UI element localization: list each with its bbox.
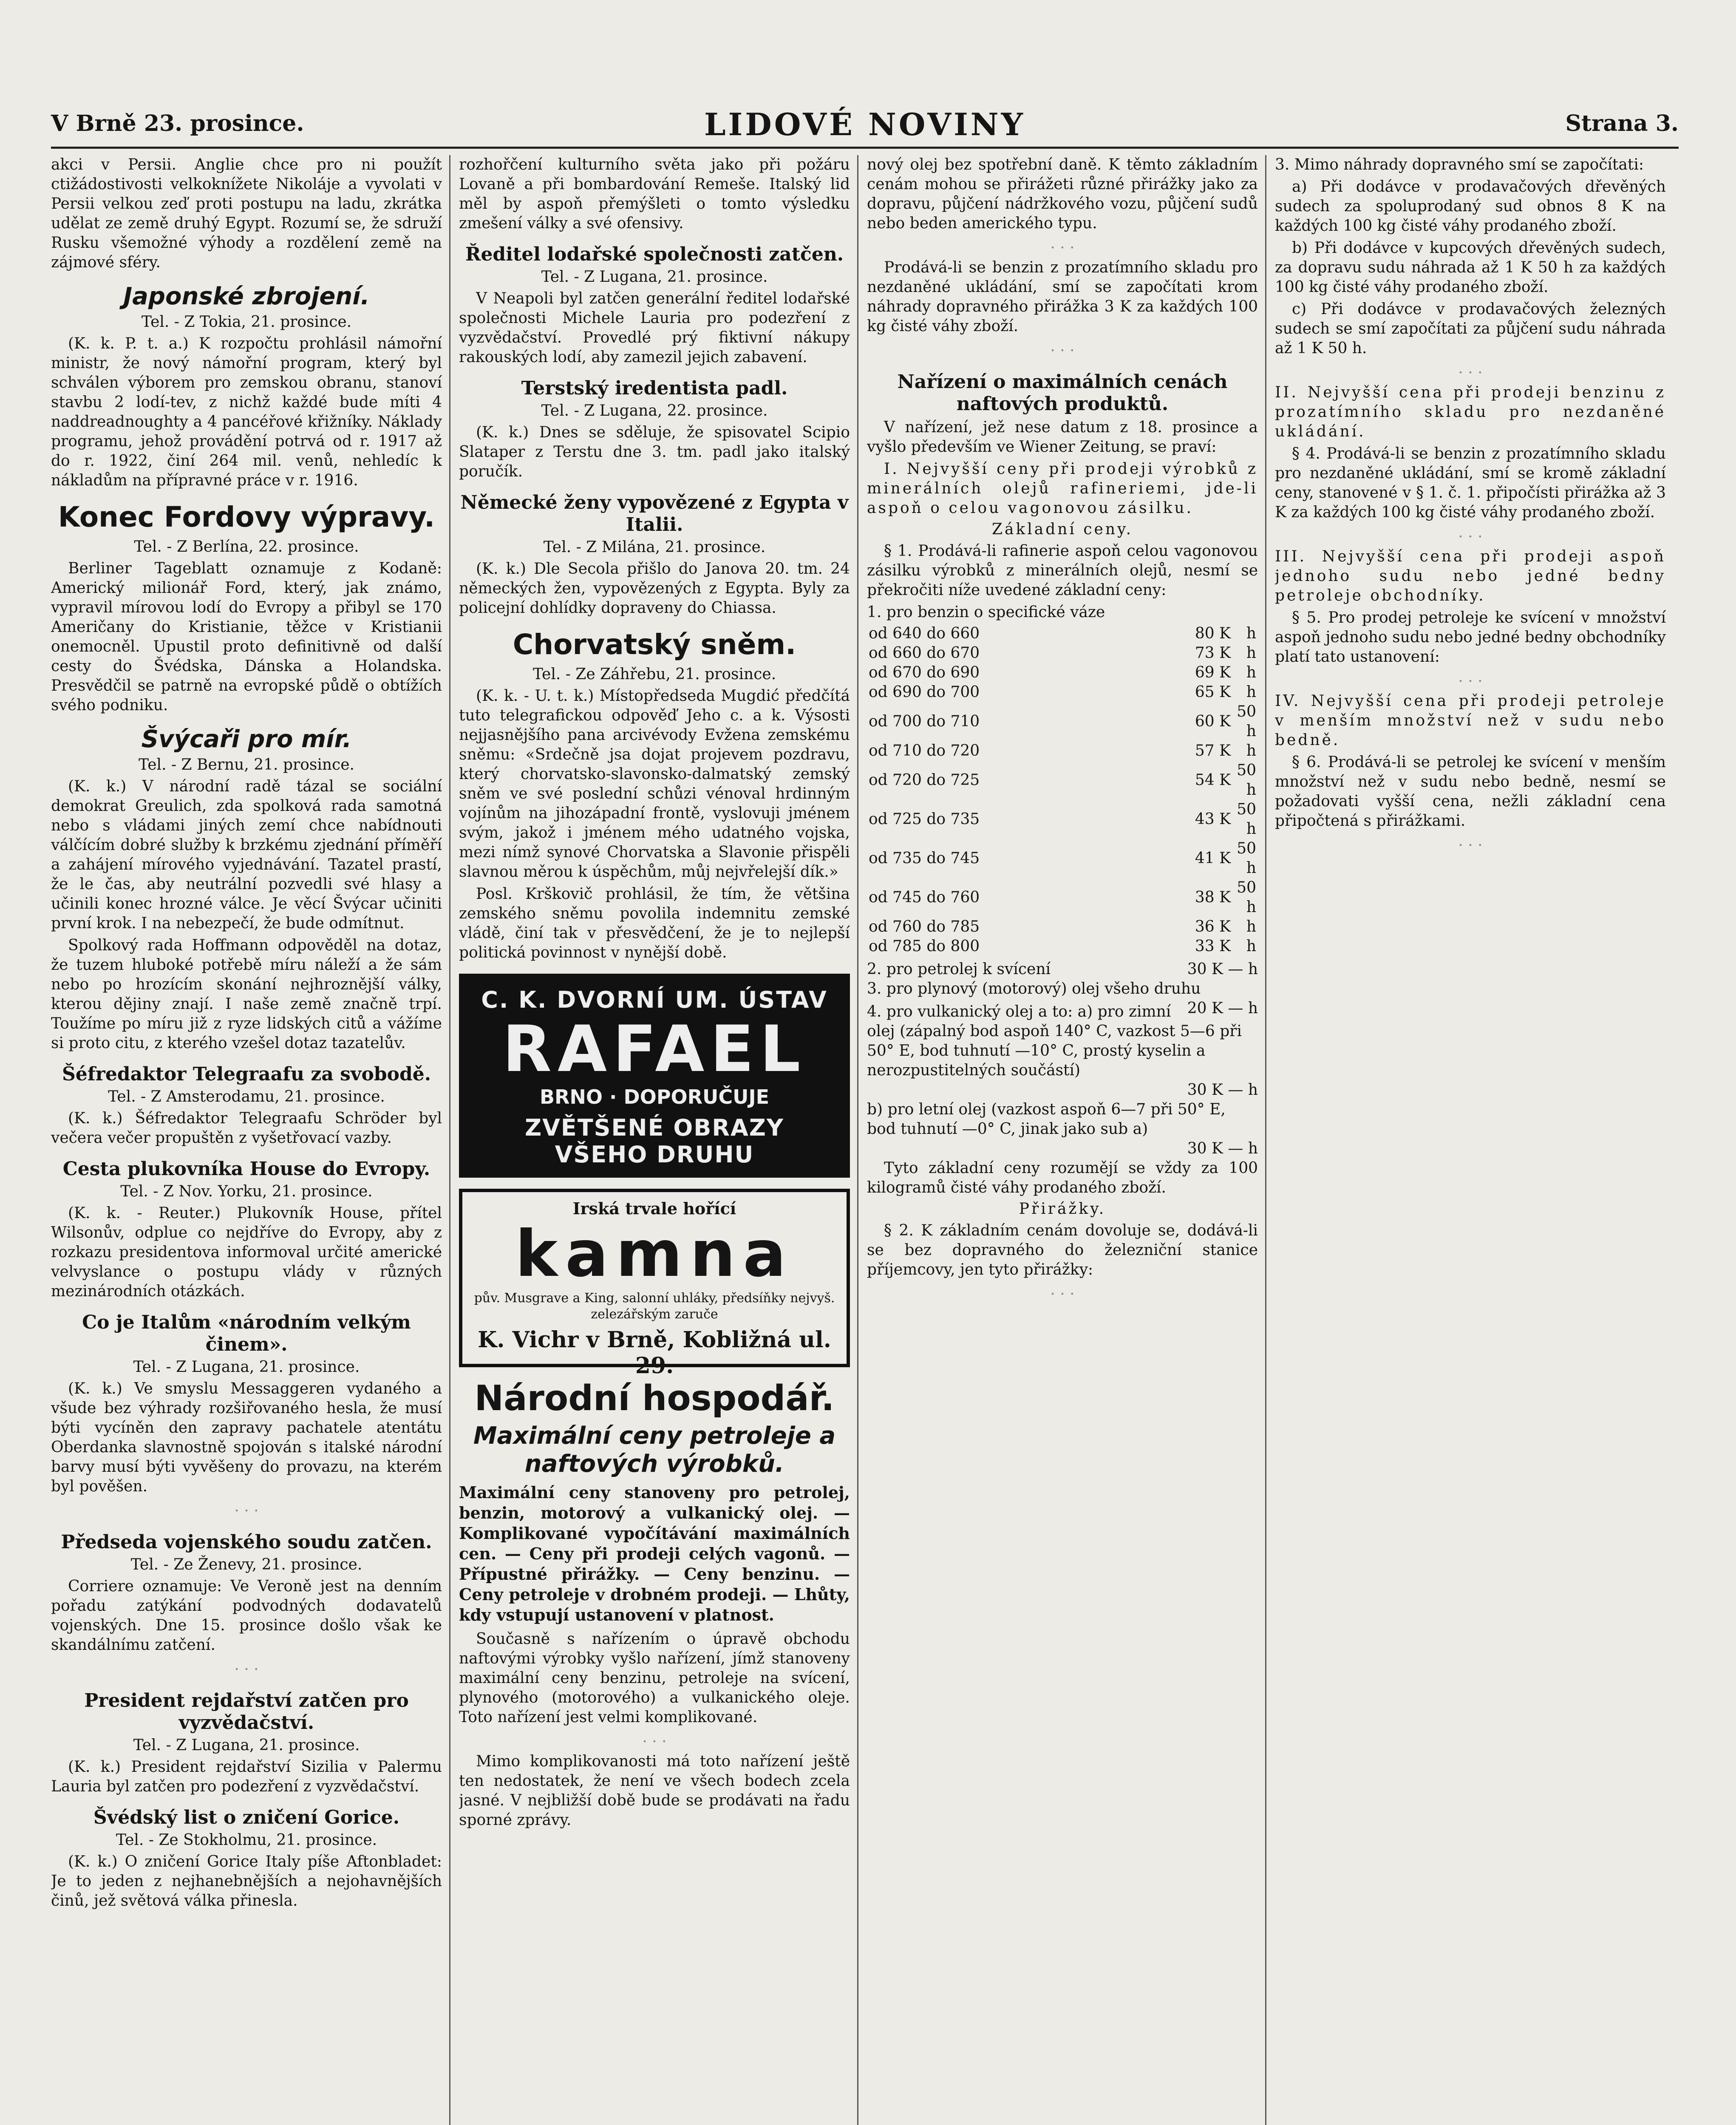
price-u: 50 h (1237, 840, 1256, 877)
price-item-value: 30 K — h (1187, 1140, 1258, 1157)
price-k: 65 K (1195, 683, 1231, 701)
issue-date: V Brně 23. prosince. (51, 110, 304, 136)
newspaper-title: LIDOVÉ NOVINY (704, 106, 1026, 142)
article-continuation: nový olej bez spotřební daně. K těmto základním cenám mohou se přirážeti různé přirážky jako za dopravu, půjčení nádržkového vozu, půjčení sudů nebo beden amerického typu. (867, 156, 1258, 232)
price-range: od 760 do 785 (869, 918, 980, 935)
illegible-text: · · · (1050, 1286, 1075, 1303)
price-range: od 700 do 710 (869, 713, 980, 730)
article-body: Berliner Tageblatt oznamuje z Kodaně: Americký milionář Ford, který, jak známo, vypravil mírovou lodí do Evropy a přibyl se 170 Američany do Kristianie, těžce v Kristianii onemocněl. Upustil proto definitivně od další cesty do Švédska, Dánska a Holandska. Presvědčil se patrně na evropské půdě o obtížích svého podniku. (51, 560, 442, 714)
price-u: h (1246, 742, 1256, 759)
illegible-text: · · · (1458, 528, 1483, 546)
dateline: Tel. - Z Berlína, 22. prosince. (134, 538, 359, 555)
article-body: Tyto základní ceny rozumějí se vždy za 100 kilogramů čisté váhy prodaného zboží. (867, 1159, 1258, 1196)
ad-line: C. K. DVORNÍ UM. ÚSTAV (481, 986, 828, 1013)
price-k: 43 K (1195, 810, 1231, 828)
article-body: (K. k.) V národní radě tázal se sociální demokrat Greulich, zda spolková rada samotná nebo s vládami jiných zemí chce nabídnouti válčícím dobré služby k brzkému zjednání příměří a zahájení mírového vyjednávání. Tazatel prastí, že le čas, aby neutrální pozvedli své hlasy a učinili konec hrozné válce. Je věcí Švýcar učiniti první krok. I na nebezpečí, že bude odmítnut. (51, 778, 442, 932)
price-list-title: 1. pro benzin o specifické váze (867, 604, 1105, 621)
ad-brand: kamna (515, 1217, 794, 1291)
illegible-text: · · · (1458, 364, 1483, 382)
price-k: 57 K (1195, 742, 1231, 759)
article-body: (K. k.) Dnes se sděluje, že spisovatel Scipio Slataper z Terstu dne 3. tm. padl jako italský poručík. (459, 424, 850, 480)
article-body: Posl. Krškovič prohlásil, že tím, že většina zemského sněmu povolila indemnitu zemské vládě, činí tak v přesvědčení, že je to nejlepší politická povinnost v nynější době. (459, 885, 850, 961)
price-u: h (1246, 664, 1256, 681)
price-u: 50 h (1237, 762, 1256, 799)
headline-max-prices: Maximální ceny petroleje a naftových výrobků. (473, 1422, 836, 1478)
headline-telegraaf-editor: Šéfredaktor Telegraafu za svobodě. (62, 1063, 431, 1085)
column-2 (459, 155, 850, 2125)
headline-court-president: Předseda vojenského soudu zatčen. (61, 1531, 432, 1553)
article-body: (K. k.) Dle Secola přišlo do Janova 20. tm. 24 německých žen, vypovězených z Egypta. Byly za policejní dohlídky dopraveny do Chiassa. (459, 560, 850, 617)
headline-japanese-armament: Japonské zbrojení. (123, 283, 370, 310)
dateline: Tel. - Z Nov. Yorku, 21. prosince. (120, 1183, 373, 1200)
subheading: Základní ceny. (991, 521, 1133, 538)
article-body: Současně s nařízením o úpravě obchodu naftovými výrobky vyšlo nařízení, jímž stanoveny maximální ceny benzinu, petroleje na svícení, plynového (motorového) a vulkanického oleje. Toto nařízení jest velmi komplikované. (459, 1630, 850, 1726)
price-row (867, 761, 1258, 800)
price-u: h (1246, 683, 1256, 701)
article-body: § 6. Prodává-li se petrolej ke svícení v menším množství než v sudu nebo bedně, nesmí se požadovati vyšší cena, nežli základní cena připočtená s přirážkami. (1275, 754, 1666, 830)
dateline: Tel. - Z Amsterodamu, 21. prosince. (108, 1088, 385, 1105)
price-range: od 670 do 690 (869, 664, 980, 681)
price-row (867, 878, 1258, 917)
price-u: 50 h (1237, 879, 1256, 916)
section-heading: IV. Nejvyšší cena při prodeji petroleje v menším množství než v sudu nebo bedně. (1275, 692, 1666, 749)
article-body: I. Nejvyšší ceny při prodeji výrobků z minerálních olejů rafineriemi, jde-li aspoň o celou vagonovou zásilku. (867, 460, 1258, 517)
dateline: Tel. - Z Milána, 21. prosince. (543, 538, 766, 556)
price-u: h (1246, 625, 1256, 642)
article-body: Spolkový rada Hoffmann odpověděl na dotaz, že tuzem hluboké potřebě míru náleží a že sám nebo po hrozícím skonání nejhroznější války, kterou dějiny znají. I naše země značně trpí. Toužíme po míru již z ryze lidských citů a vážíme si proto citu, z kterého vzešel dotaz tazatelův. (51, 937, 442, 1052)
headline-italian-deed: Co je Italům «národním velkým činem». (82, 1312, 411, 1355)
price-k: 33 K (1195, 938, 1231, 955)
article-body: Mimo komplikovanosti má toto nařízení ještě ten nedostatek, že není ve všech bodech zcela jasné. V nejbližší době bude se prodávati na řadu sporné zprávy. (459, 1753, 850, 1829)
article-body: (K. k.) Šéfredaktor Telegraafu Schröder byl večera večer propuštěn z vyšetřovací vazby. (51, 1110, 442, 1147)
price-range: od 660 do 670 (869, 644, 980, 662)
illegible-text: · · · (1458, 837, 1483, 854)
article-body: (K. k. - U. t. k.) Místopředseda Mugdić předčítá tuto telegrafickou odpověď Jeho c. a k. Výsosti nejjasnějšího pana arcivévody Evžena zemskému sněmu: «Srdečně jsa dojat projevem pozdravu, který chorvatsko-slavonsko-dalmatský zemský sněm ve své poslední schůzi vénoval hrdinným vojínům na jihozápadní frontě, vyslovuji jménem svým, jakož i jménem mého udatného vojska, mezi nímž synové Chorvatska a Slavonie přispěli slavnou měrou k úspěchům, můj nejvřelejší dík.» (459, 687, 850, 881)
price-row (867, 741, 1258, 761)
column-separator (1265, 155, 1266, 2125)
dateline: Tel. - Z Lugana, 22. prosince. (541, 402, 768, 419)
benzin-price-table (867, 624, 1258, 956)
price-range: od 785 do 800 (869, 938, 980, 955)
headline-shipping-president: President rejdařství zatčen pro vyzvědačství. (84, 1690, 409, 1734)
article-body: (K. k. P. t. a.) K rozpočtu prohlásil námořní ministr, že nový námořní program, který byl schválen výborem pro zemskou obranu, stanoví stavbu 2 lodí-tev, z nichž každé bude míti 4 naddreadnoughty a 4 pancéřové křižníky. Náklady programu, jehož provádění potrvá od r. 1917 až do r. 1922, činí 264 mil. venů, nehledíc k nákladům na přípravné práce v r. 1916. (51, 335, 442, 489)
price-k: 41 K (1195, 850, 1231, 867)
column-separator (857, 155, 858, 2125)
price-k: 54 K (1195, 771, 1231, 789)
ad-line: BRNO · DOPORUČUJE (539, 1085, 770, 1108)
price-row (867, 937, 1258, 956)
price-item (867, 960, 1258, 979)
article-continuation: 3. Mimo náhrady dopravného smí se započítati: (1275, 156, 1644, 173)
price-k: 69 K (1195, 664, 1231, 681)
article-body: V Neapoli byl zatčen generální ředitel lodařské společnosti Michele Lauria pro podezření z vyzvědačství. Provedlé prý fiktivní nákupy rakouských lodí, aby zamezil jejich zabavení. (459, 290, 850, 366)
price-row (867, 800, 1258, 839)
dateline: Tel. - Z Bernu, 21. prosince. (139, 756, 354, 774)
illegible-text: · · · (1458, 673, 1483, 690)
price-item-value: 20 K — h (1187, 1000, 1258, 1017)
headline-ford-expedition: Konec Fordovy výpravy. (58, 501, 435, 533)
ad-line: pův. Musgrave a King, salonní uhláky, předsíňky nejvyš. zelezářským zaruče (474, 1291, 835, 1322)
article-body: V nařízení, jež nese datum z 18. prosince a vyšlo především ve Wiener Zeitung, se praví: (867, 419, 1258, 456)
headline-decree: Nařízení o maximálních cenách naftových produktů. (897, 371, 1228, 415)
illegible-text: · · · (1050, 239, 1075, 257)
article-body: Corriere oznamuje: Ve Veroně jest na denním pořadu zatýkání podvodných dodavatelů vojenských. Dne 15. prosince došlo však ke skandálnímu zatčení. (51, 1578, 442, 1654)
article-body: § 2. K základním cenám dovoluje se, dodává-li se bez dopravného do železniční stanice příjemcovy, jen tyto přirážky: (867, 1222, 1258, 1278)
article-body: § 4. Prodává-li se benzin z prozatímního skladu pro nezdaněné ukládání, smí se kromě základní ceny, stanovené v § 1. č. 1. připočísti přirážka až 3 K za každých 100 kg čisté váhy prodaného zboží. (1275, 445, 1666, 521)
dateline: Tel. - Z Lugana, 21. prosince. (133, 1737, 360, 1754)
headline-croatian-diet: Chorvatský sněm. (513, 628, 796, 661)
masthead-rule (51, 147, 1679, 149)
illegible-text: · · · (1050, 342, 1075, 360)
headline-swiss-peace: Švýcaři pro mír. (141, 725, 352, 753)
column-1 (51, 155, 442, 2125)
price-k: 80 K (1195, 625, 1231, 642)
article-body: c) Při dodávce v prodavačových železných sudech se smí započítati za půjčení sudu náhrada až 1 K 50 h. (1275, 300, 1666, 357)
price-u: h (1246, 644, 1256, 662)
headline-german-women: Německé ženy vypovězené z Egypta v Italii. (460, 492, 849, 536)
masthead (51, 106, 1679, 144)
section-heading: II. Nejvyšší cena při prodeji benzinu z prozatímního skladu pro nezdaněné ukládání. (1275, 384, 1666, 440)
price-k: 36 K (1195, 918, 1231, 935)
illegible-text: · · · (234, 1661, 259, 1678)
column-4 (1275, 155, 1666, 2125)
price-range: od 710 do 720 (869, 742, 980, 759)
price-item-label: 2. pro petrolej k svícení (867, 960, 1051, 978)
dateline: Tel. - Z Tokia, 21. prosince. (141, 313, 352, 331)
price-row (867, 683, 1258, 702)
article-body: (K. k.) O zničení Gorice Italy píše Aftonbladet: Je to jeden z nejhanebnějších a nejohavnějších činů, jež světová válka přinesla. (51, 1853, 442, 1910)
dateline: Tel. - Ze Záhřebu, 21. prosince. (532, 666, 776, 683)
price-k: 60 K (1195, 713, 1231, 730)
price-u: 50 h (1237, 801, 1256, 838)
illegible-text: · · · (234, 1502, 259, 1520)
advertisement-kamna (459, 1189, 850, 1379)
price-item (867, 1100, 1258, 1159)
subheading: Přirážky. (1019, 1200, 1106, 1218)
price-range: od 690 do 700 (869, 683, 980, 701)
headline-house-journey: Cesta plukovníka House do Evropy. (62, 1158, 430, 1180)
section-title: Národní hospodář. (474, 1378, 835, 1419)
ad-address: K. Vichr v Brně, Kobližná ul. 29. (478, 1327, 831, 1379)
article-lead: Maximální ceny stanoveny pro petrolej, benzin, motorový a vulkanický olej. — Komplikované vypočítávání maximálních cen. — Ceny při prodeji celých vagonů. — Přípustné přirážky. — Ceny benzinu. — Ceny petroleje v drobném prodeji. — Lhůty, kdy vstupují ustanovení v platnost. (459, 1483, 850, 1624)
price-item-label: b) pro letní olej (vazkost aspoň 6—7 při 50° E, bod tuhnutí —0° C, jinak jako sub a) (867, 1101, 1226, 1138)
dateline: Tel. - Ze Ženevy, 21. prosince. (130, 1556, 362, 1573)
article-body: b) Při dodávce v kupcových dřevěných sudech, za dopravu sudu náhrada až 1 K 50 h za každých 100 kg čisté váhy prodaného zboží. (1275, 239, 1666, 296)
article-continuation: rozhořčení kulturního světa jako při požáru Lovaně a při bombardování Remeše. Italský lid měl by aspoň přemýšleti o tomto výsledku zmešení války a své ofensivy. (459, 156, 850, 232)
price-item-label: 4. pro vulkanický olej a to: a) pro zimní olej (zápalný bod aspoň 140° C, vazkost 5—6 při 50° E, bod tuhnutí —10° C, prostý kyselin a nerozpustitelných součástí) (867, 1003, 1242, 1079)
column-3 (867, 155, 1258, 2125)
article-body: a) Při dodávce v prodavačových dřevěných sudech za spoluprodaný sud obnos 8 K na každých 100 kg čisté váhy prodaného zboží. (1275, 178, 1666, 235)
ad-line: Irská trvale hořící (572, 1199, 736, 1218)
article-body: § 1. Prodává-li rafinerie aspoň celou vagonovou zásilku výrobků z minerálních olejů, nesmí se překročiti níže uvedené základní ceny: (867, 542, 1258, 599)
price-u: 50 h (1237, 703, 1256, 740)
price-row (867, 839, 1258, 878)
price-range: od 745 do 760 (869, 889, 980, 906)
headline-trieste-irredentist: Terstský iredentista padl. (521, 377, 788, 399)
dateline: Tel. - Z Lugana, 21. prosince. (541, 268, 768, 286)
price-item-value: 30 K — h (1187, 1081, 1258, 1099)
price-item (867, 979, 1258, 1017)
price-row (867, 917, 1258, 937)
price-k: 38 K (1195, 889, 1231, 906)
illegible-text: · · · (642, 1733, 667, 1751)
article-body: (K. k.) President rejdařství Sizilia v Palermu Lauria byl zatčen pro podezření z vyzvědačství. (51, 1758, 442, 1795)
price-row (867, 643, 1258, 663)
ad-brand: RAFAEL (502, 1012, 807, 1086)
price-range: od 735 do 745 (869, 850, 980, 867)
article-body: (K. k. - Reuter.) Plukovník House, přítel Wilsonův, odplue co nejdříve do Evropy, aby z rozkazu presidentova informoval určité americké velvyslance o postupu vlády v různých mezinárodních otázkách. (51, 1204, 442, 1300)
dateline: Tel. - Ze Stokholmu, 21. prosince. (116, 1831, 377, 1849)
price-row (867, 624, 1258, 643)
dateline: Tel. - Z Lugana, 21. prosince. (133, 1358, 360, 1376)
article-body: (K. k.) Ve smyslu Messaggeren vydaného a všude bez výhrady rozšiřovaného hesla, že musí býti vycíněn den zapravy pachatele atentátu Oberdanka slavnostně spojován s italské národní barvy musí býti vyvěšeny do provazu, na kterém byl pověšen. (51, 1380, 442, 1495)
price-item-label: 3. pro plynový (motorový) olej všeho druhu (867, 980, 1201, 997)
headline-gorizia: Švédský list o zničení Gorice. (93, 1807, 400, 1828)
price-k: 73 K (1195, 644, 1231, 662)
price-u: h (1246, 938, 1256, 955)
price-range: od 720 do 725 (869, 771, 980, 789)
page-number: Strana 3. (1565, 110, 1679, 136)
price-u: h (1246, 918, 1256, 935)
article-body: Prodává-li se benzin z prozatímního skladu pro nezdaněné ukládání, smí se započítati krom náhrady dopravného přirážka 3 K za každých 100 kg čisté váhy zboží. (867, 259, 1258, 335)
article-continuation: akci v Persii. Anglie chce pro ni použít ctižádostivosti velkoknížete Nikoláje a vyvolati v Persii velkou zeď proti postupu na ladu, zkrátka udělat ze země druhý Egypt. Rozumí se, že sdruží Rusku všemožné výhody a rozdělení země na zájmové sféry. (51, 156, 442, 271)
price-item-value: 30 K — h (1187, 960, 1258, 978)
advertisement-rafael (459, 974, 850, 1178)
section-heading: III. Nejvyšší cena při prodeji aspoň jednoho sudu nebo jedné bedny petroleje obchodníky. (1275, 548, 1666, 604)
article-body: § 5. Pro prodej petroleje ke svícení v množství aspoň jednoho sudu nebo jedné bedny obchodníky platí tato ustanovení: (1275, 609, 1666, 666)
price-row (867, 702, 1258, 741)
column-separator (449, 155, 450, 2125)
price-range: od 640 do 660 (869, 625, 980, 642)
ad-line: ZVĚTŠENÉ OBRAZY VŠEHO DRUHU (524, 1114, 784, 1168)
headline-shipping-director: Ředitel lodařské společnosti zatčen. (465, 244, 844, 265)
price-row (867, 663, 1258, 683)
price-range: od 725 do 735 (869, 810, 980, 828)
